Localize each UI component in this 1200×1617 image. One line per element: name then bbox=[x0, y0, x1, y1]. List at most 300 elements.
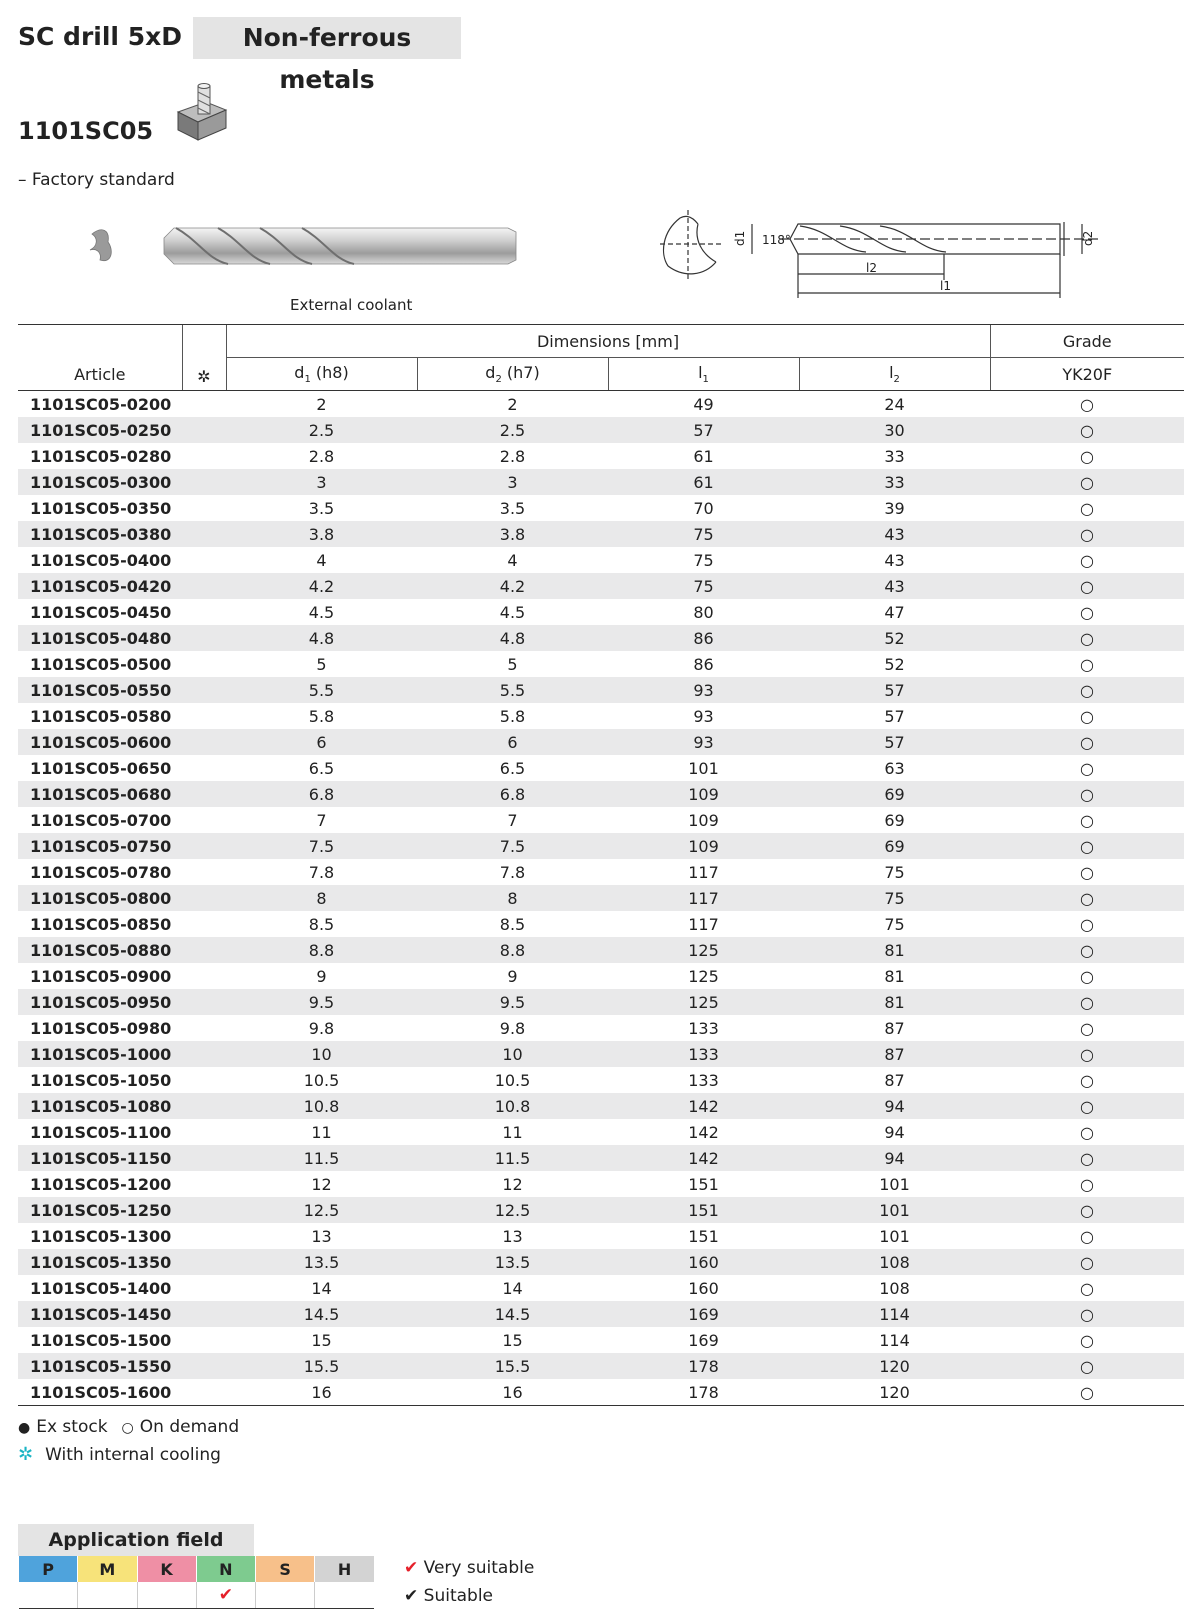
cooling-cell bbox=[182, 1327, 226, 1353]
cooling-cell bbox=[182, 391, 226, 418]
l2-cell: 63 bbox=[884, 758, 905, 778]
d1-cell: 4 bbox=[316, 550, 327, 570]
grade-cell: ○ bbox=[1080, 550, 1094, 570]
table-row bbox=[18, 1327, 1184, 1353]
material-group-s-mark bbox=[256, 1582, 315, 1609]
d1-cell: 15 bbox=[311, 1330, 332, 1350]
d1-cell: 12.5 bbox=[226, 1197, 417, 1223]
d2-cell: 6.8 bbox=[417, 781, 608, 807]
d2-cell: 12 bbox=[502, 1174, 523, 1194]
drill-tip-view bbox=[90, 230, 111, 261]
d1-cell: 10 bbox=[226, 1041, 417, 1067]
d1-cell: 2 bbox=[316, 394, 327, 414]
d2-cell: 2.5 bbox=[417, 417, 608, 443]
table-row bbox=[18, 1119, 1184, 1145]
grade-cell: ○ bbox=[990, 1301, 1184, 1327]
grade-cell: ○ bbox=[1080, 394, 1094, 414]
table-row bbox=[18, 1249, 1184, 1275]
cooling-cell bbox=[182, 1249, 226, 1275]
d2-cell: 11 bbox=[502, 1122, 523, 1142]
l2-cell: 75 bbox=[884, 862, 905, 882]
d1-cell: 5 bbox=[316, 654, 327, 674]
material-group-h-mark bbox=[315, 1582, 374, 1609]
table-row bbox=[18, 391, 1184, 418]
table-row bbox=[18, 1275, 1184, 1301]
d1-cell: 8.5 bbox=[308, 914, 335, 934]
cooling-cell bbox=[182, 963, 226, 989]
d1-cell: 7 bbox=[316, 810, 327, 830]
d2-cell: 11.5 bbox=[417, 1145, 608, 1171]
table-row bbox=[18, 807, 1184, 833]
d1-cell: 7.8 bbox=[308, 862, 335, 882]
grade-cell: ○ bbox=[990, 729, 1184, 755]
article-cell: 1101SC05-0780 bbox=[30, 862, 172, 882]
l2-cell: 57 bbox=[799, 729, 990, 755]
cooling-cell bbox=[182, 1275, 226, 1301]
grade-cell: ○ bbox=[990, 1145, 1184, 1171]
article-cell: 1101SC05-0600 bbox=[18, 729, 182, 755]
internal-cooling-label: With internal cooling bbox=[45, 1445, 221, 1465]
material-group-h: H bbox=[315, 1556, 374, 1582]
d1-cell: 6.8 bbox=[226, 781, 417, 807]
article-cell: 1101SC05-0500 bbox=[30, 654, 172, 674]
d1-cell: 10.5 bbox=[303, 1070, 340, 1090]
l1-cell: 93 bbox=[608, 677, 799, 703]
cooling-legend bbox=[18, 1444, 227, 1465]
d1-cell: 9.8 bbox=[308, 1018, 335, 1038]
d2-cell: 2.8 bbox=[499, 446, 526, 466]
table-row bbox=[18, 599, 1184, 625]
material-group-m: M bbox=[78, 1556, 137, 1582]
d1-cell: 5.8 bbox=[308, 706, 335, 726]
d2-cell: 9 bbox=[507, 966, 518, 986]
article-cell: 1101SC05-1200 bbox=[30, 1174, 172, 1194]
on-demand-label: On demand bbox=[139, 1417, 240, 1437]
cooling-cell bbox=[182, 1145, 226, 1171]
d1-cell: 9.5 bbox=[226, 989, 417, 1015]
grade-cell: ○ bbox=[990, 781, 1184, 807]
article-cell: 1101SC05-0900 bbox=[30, 966, 172, 986]
article-cell: 1101SC05-0650 bbox=[30, 758, 172, 778]
l2-cell: 75 bbox=[884, 914, 905, 934]
table-row bbox=[18, 495, 1184, 521]
article-code: 1101SC05 bbox=[18, 117, 154, 145]
d2-cell: 2 bbox=[507, 394, 518, 414]
d1-column-header: $d_1$ (h8) bbox=[226, 358, 417, 391]
d2-cell: 6 bbox=[417, 729, 608, 755]
drill-photo bbox=[88, 220, 533, 272]
cooling-cell bbox=[182, 885, 226, 911]
d2-cell: 3 bbox=[417, 469, 608, 495]
article-cell: 1101SC05-0450 bbox=[30, 602, 172, 622]
d1-cell: 14 bbox=[311, 1278, 332, 1298]
article-cell: 1101SC05-0850 bbox=[30, 914, 172, 934]
d2-cell: 10.8 bbox=[417, 1093, 608, 1119]
table-row bbox=[18, 729, 1184, 755]
l2-cell: 47 bbox=[884, 602, 905, 622]
l2-cell: 69 bbox=[884, 810, 905, 830]
d2-cell: 5.8 bbox=[499, 706, 526, 726]
material-group-m-mark bbox=[78, 1582, 137, 1609]
d2-cell: 12.5 bbox=[417, 1197, 608, 1223]
l1-cell: 151 bbox=[688, 1174, 719, 1194]
d2-cell: 8 bbox=[417, 885, 608, 911]
cooling-cell bbox=[182, 547, 226, 573]
d2-cell: 13.5 bbox=[417, 1249, 608, 1275]
grade-cell: ○ bbox=[1080, 966, 1094, 986]
application-field-table bbox=[18, 1556, 374, 1609]
article-cell: 1101SC05-0880 bbox=[18, 937, 182, 963]
d2-cell: 8.5 bbox=[499, 914, 526, 934]
l1-cell: 75 bbox=[693, 550, 714, 570]
cooling-cell bbox=[182, 573, 226, 599]
article-cell: 1101SC05-0800 bbox=[18, 885, 182, 911]
cooling-cell bbox=[182, 521, 226, 547]
dimensions-header: Dimensions [mm] bbox=[226, 325, 990, 358]
cooling-cell bbox=[182, 807, 226, 833]
l2-cell: 69 bbox=[799, 781, 990, 807]
grade-cell: ○ bbox=[1080, 1330, 1094, 1350]
grade-cell: ○ bbox=[990, 677, 1184, 703]
l2-cell: 43 bbox=[884, 550, 905, 570]
article-cell: 1101SC05-0550 bbox=[18, 677, 182, 703]
d2-cell: 7 bbox=[507, 810, 518, 830]
drill-technical-drawing bbox=[660, 210, 1130, 310]
table-row bbox=[18, 1171, 1184, 1197]
very-suitable-check-icon: ✔ bbox=[404, 1558, 419, 1578]
d1-cell: 6.5 bbox=[308, 758, 335, 778]
d2-cell: 4.8 bbox=[417, 625, 608, 651]
cooling-cell bbox=[182, 755, 226, 781]
l2-cell: 87 bbox=[884, 1018, 905, 1038]
article-cell: 1101SC05-0950 bbox=[18, 989, 182, 1015]
article-cell: 1101SC05-0680 bbox=[18, 781, 182, 807]
grade-header: Grade bbox=[990, 325, 1184, 358]
drill-l1-label: l1 bbox=[940, 279, 951, 293]
internal-cooling-icon: ✲ bbox=[18, 1444, 34, 1465]
very-suitable-label: Very suitable bbox=[423, 1558, 535, 1578]
l1-cell: 93 bbox=[693, 706, 714, 726]
table-row bbox=[18, 963, 1184, 989]
l2-cell: 30 bbox=[799, 417, 990, 443]
material-group-p: P bbox=[19, 1556, 78, 1582]
l1-cell: 160 bbox=[608, 1249, 799, 1275]
l1-cell: 169 bbox=[688, 1330, 719, 1350]
table-row bbox=[18, 859, 1184, 885]
cooling-cell bbox=[182, 495, 226, 521]
grade-cell: ○ bbox=[990, 1197, 1184, 1223]
d1-cell: 2.5 bbox=[226, 417, 417, 443]
l2-cell: 108 bbox=[879, 1278, 910, 1298]
d1-cell: 3.8 bbox=[226, 521, 417, 547]
drill-angle-label: 118° bbox=[762, 233, 791, 247]
article-cell: 1101SC05-0280 bbox=[30, 446, 172, 466]
article-cell: 1101SC05-0480 bbox=[18, 625, 182, 651]
l1-cell: 49 bbox=[693, 394, 714, 414]
workpiece-cube-icon bbox=[176, 82, 228, 142]
d1-cell: 15.5 bbox=[226, 1353, 417, 1379]
grade-cell: ○ bbox=[990, 625, 1184, 651]
l1-cell: 151 bbox=[688, 1226, 719, 1246]
table-row bbox=[18, 625, 1184, 651]
d2-cell: 7.5 bbox=[417, 833, 608, 859]
l1-cell: 61 bbox=[693, 446, 714, 466]
table-row bbox=[18, 781, 1184, 807]
l2-cell: 114 bbox=[799, 1301, 990, 1327]
article-cell: 1101SC05-1100 bbox=[30, 1122, 172, 1142]
grade-cell: ○ bbox=[1080, 862, 1094, 882]
table-row bbox=[18, 989, 1184, 1015]
l2-cell: 108 bbox=[799, 1249, 990, 1275]
cooling-cell bbox=[182, 677, 226, 703]
l1-cell: 86 bbox=[693, 654, 714, 674]
grade-cell: ○ bbox=[990, 1379, 1184, 1406]
d2-cell: 6.5 bbox=[499, 758, 526, 778]
cooling-cell bbox=[182, 1093, 226, 1119]
table-row bbox=[18, 1379, 1184, 1406]
l1-cell: 133 bbox=[608, 1041, 799, 1067]
l1-cell: 178 bbox=[608, 1379, 799, 1406]
table-row bbox=[18, 469, 1184, 495]
table-row bbox=[18, 937, 1184, 963]
d1-cell: 9 bbox=[316, 966, 327, 986]
stock-legend bbox=[18, 1417, 245, 1437]
cooling-cell bbox=[182, 989, 226, 1015]
l2-cell: 94 bbox=[799, 1093, 990, 1119]
material-group-k: K bbox=[137, 1556, 196, 1582]
d2-cell: 8.8 bbox=[417, 937, 608, 963]
l1-column-header: $l_1$ bbox=[608, 358, 799, 391]
article-cell: 1101SC05-0700 bbox=[30, 810, 172, 830]
table-row bbox=[18, 833, 1184, 859]
l1-cell: 93 bbox=[608, 729, 799, 755]
d2-cell: 4.5 bbox=[499, 602, 526, 622]
l2-cell: 33 bbox=[884, 446, 905, 466]
article-cell: 1101SC05-1350 bbox=[18, 1249, 182, 1275]
l2-cell: 57 bbox=[884, 706, 905, 726]
table-row bbox=[18, 1145, 1184, 1171]
grade-cell: ○ bbox=[990, 1353, 1184, 1379]
table-row bbox=[18, 547, 1184, 573]
l2-cell: 52 bbox=[884, 654, 905, 674]
suitable-legend bbox=[404, 1586, 493, 1606]
table-row bbox=[18, 1353, 1184, 1379]
l2-cell: 81 bbox=[884, 966, 905, 986]
d2-cell: 14.5 bbox=[417, 1301, 608, 1327]
d2-cell: 3.5 bbox=[499, 498, 526, 518]
l1-cell: 125 bbox=[608, 989, 799, 1015]
cooling-cell bbox=[182, 911, 226, 937]
d1-cell: 8 bbox=[226, 885, 417, 911]
article-cell: 1101SC05-0350 bbox=[30, 498, 172, 518]
d1-cell: 8.8 bbox=[226, 937, 417, 963]
article-cell: 1101SC05-1600 bbox=[18, 1379, 182, 1406]
l1-cell: 109 bbox=[688, 810, 719, 830]
d2-cell: 16 bbox=[417, 1379, 608, 1406]
cooling-cell bbox=[182, 1015, 226, 1041]
table-row bbox=[18, 885, 1184, 911]
grade-cell: ○ bbox=[1080, 1122, 1094, 1142]
cooling-cell bbox=[182, 1171, 226, 1197]
l2-cell: 75 bbox=[799, 885, 990, 911]
cooling-cell bbox=[182, 1067, 226, 1093]
cooling-cell bbox=[182, 781, 226, 807]
l1-cell: 125 bbox=[608, 937, 799, 963]
d1-cell: 4.8 bbox=[226, 625, 417, 651]
table-row bbox=[18, 573, 1184, 599]
l2-cell: 52 bbox=[799, 625, 990, 651]
d1-cell: 13.5 bbox=[226, 1249, 417, 1275]
d1-cell: 3.5 bbox=[308, 498, 335, 518]
d2-cell: 9.5 bbox=[417, 989, 608, 1015]
l2-cell: 101 bbox=[879, 1174, 910, 1194]
article-cell: 1101SC05-1450 bbox=[18, 1301, 182, 1327]
l2-cell: 114 bbox=[879, 1330, 910, 1350]
table-row bbox=[18, 1067, 1184, 1093]
l1-cell: 142 bbox=[608, 1093, 799, 1119]
d1-cell: 11 bbox=[311, 1122, 332, 1142]
d1-cell: 6 bbox=[226, 729, 417, 755]
grade-cell: ○ bbox=[1080, 602, 1094, 622]
l1-cell: 160 bbox=[688, 1278, 719, 1298]
article-cell: 1101SC05-1500 bbox=[30, 1330, 172, 1350]
l2-cell: 94 bbox=[799, 1145, 990, 1171]
l1-cell: 86 bbox=[608, 625, 799, 651]
l2-cell: 94 bbox=[884, 1122, 905, 1142]
table-row bbox=[18, 651, 1184, 677]
l1-cell: 125 bbox=[688, 966, 719, 986]
l2-cell: 43 bbox=[799, 573, 990, 599]
grade-cell: ○ bbox=[990, 833, 1184, 859]
cooling-cell bbox=[182, 599, 226, 625]
d1-cell: 14.5 bbox=[226, 1301, 417, 1327]
grade-cell: ○ bbox=[990, 417, 1184, 443]
ex-stock-symbol: ● bbox=[18, 1420, 31, 1436]
l2-cell: 81 bbox=[799, 989, 990, 1015]
grade-cell: ○ bbox=[1080, 706, 1094, 726]
article-cell: 1101SC05-0420 bbox=[18, 573, 182, 599]
d2-cell: 13 bbox=[502, 1226, 523, 1246]
l1-cell: 117 bbox=[688, 862, 719, 882]
suitable-check-icon: ✔ bbox=[404, 1586, 419, 1606]
l2-cell: 24 bbox=[884, 394, 905, 414]
d2-cell: 5.5 bbox=[417, 677, 608, 703]
grade-cell: ○ bbox=[1080, 498, 1094, 518]
table-row bbox=[18, 1015, 1184, 1041]
l1-cell: 61 bbox=[608, 469, 799, 495]
table-row bbox=[18, 755, 1184, 781]
l2-cell: 33 bbox=[799, 469, 990, 495]
d2-cell: 10.5 bbox=[494, 1070, 531, 1090]
grade-cell: ○ bbox=[1080, 446, 1094, 466]
suitable-label: Suitable bbox=[423, 1586, 494, 1606]
d1-cell: 4.5 bbox=[308, 602, 335, 622]
article-cell: 1101SC05-0300 bbox=[18, 469, 182, 495]
on-demand-symbol: ○ bbox=[121, 1420, 134, 1436]
grade-cell: ○ bbox=[1080, 1070, 1094, 1090]
l1-cell: 117 bbox=[688, 914, 719, 934]
d2-cell: 4 bbox=[507, 550, 518, 570]
d1-cell: 7.5 bbox=[226, 833, 417, 859]
cooling-cell bbox=[182, 1379, 226, 1406]
l1-cell: 75 bbox=[608, 521, 799, 547]
article-cell: 1101SC05-0400 bbox=[30, 550, 172, 570]
d1-cell: 5.5 bbox=[226, 677, 417, 703]
l2-cell: 120 bbox=[799, 1379, 990, 1406]
d2-cell: 4.2 bbox=[417, 573, 608, 599]
material-group-n: N bbox=[196, 1556, 255, 1582]
table-row bbox=[18, 417, 1184, 443]
product-table-body bbox=[18, 391, 1184, 1406]
l1-cell: 151 bbox=[608, 1197, 799, 1223]
cooling-cell bbox=[182, 1223, 226, 1249]
d1-cell: 4.2 bbox=[226, 573, 417, 599]
article-column-header: Article bbox=[18, 325, 182, 391]
cooling-cell bbox=[182, 1119, 226, 1145]
d2-cell: 3.8 bbox=[417, 521, 608, 547]
d2-cell: 7.8 bbox=[499, 862, 526, 882]
d2-column-header: $d_2$ (h7) bbox=[417, 358, 608, 391]
grade-cell: ○ bbox=[990, 521, 1184, 547]
table-row bbox=[18, 443, 1184, 469]
article-cell: 1101SC05-1400 bbox=[30, 1278, 172, 1298]
d1-cell: 16 bbox=[226, 1379, 417, 1406]
l1-cell: 57 bbox=[608, 417, 799, 443]
l2-cell: 43 bbox=[799, 521, 990, 547]
l1-cell: 142 bbox=[608, 1145, 799, 1171]
grade-cell: ○ bbox=[1080, 654, 1094, 674]
d1-cell: 12 bbox=[311, 1174, 332, 1194]
l2-cell: 101 bbox=[799, 1197, 990, 1223]
table-row bbox=[18, 1197, 1184, 1223]
d2-cell: 15.5 bbox=[417, 1353, 608, 1379]
table-row bbox=[18, 1041, 1184, 1067]
material-group-n-mark: ✔ bbox=[196, 1582, 255, 1609]
article-cell: 1101SC05-0380 bbox=[18, 521, 182, 547]
grade-cell: ○ bbox=[990, 989, 1184, 1015]
table-row bbox=[18, 703, 1184, 729]
d2-cell: 5 bbox=[507, 654, 518, 674]
table-row bbox=[18, 1223, 1184, 1249]
l1-cell: 80 bbox=[693, 602, 714, 622]
grade-cell: ○ bbox=[990, 469, 1184, 495]
material-group-k-mark bbox=[137, 1582, 196, 1609]
d1-cell: 3 bbox=[226, 469, 417, 495]
article-cell: 1101SC05-1150 bbox=[18, 1145, 182, 1171]
d1-cell: 2.8 bbox=[308, 446, 335, 466]
d2-cell: 14 bbox=[502, 1278, 523, 1298]
l1-cell: 101 bbox=[688, 758, 719, 778]
table-row bbox=[18, 677, 1184, 703]
l2-cell: 101 bbox=[879, 1226, 910, 1246]
material-group-p-mark bbox=[19, 1582, 78, 1609]
drill-d1-label: d1 bbox=[733, 230, 747, 246]
factory-standard-label: – Factory standard bbox=[18, 170, 175, 190]
l2-cell: 87 bbox=[884, 1070, 905, 1090]
l1-cell: 133 bbox=[688, 1018, 719, 1038]
article-cell: 1101SC05-1550 bbox=[18, 1353, 182, 1379]
page-title: SC drill 5xD bbox=[18, 22, 182, 51]
cooling-cell bbox=[182, 1041, 226, 1067]
table-row bbox=[18, 521, 1184, 547]
grade-cell: ○ bbox=[990, 1093, 1184, 1119]
table-row bbox=[18, 1093, 1184, 1119]
cooling-cell bbox=[182, 625, 226, 651]
cooling-cell bbox=[182, 833, 226, 859]
cooling-cell bbox=[182, 703, 226, 729]
d1-cell: 11.5 bbox=[226, 1145, 417, 1171]
grade-cell: ○ bbox=[1080, 758, 1094, 778]
